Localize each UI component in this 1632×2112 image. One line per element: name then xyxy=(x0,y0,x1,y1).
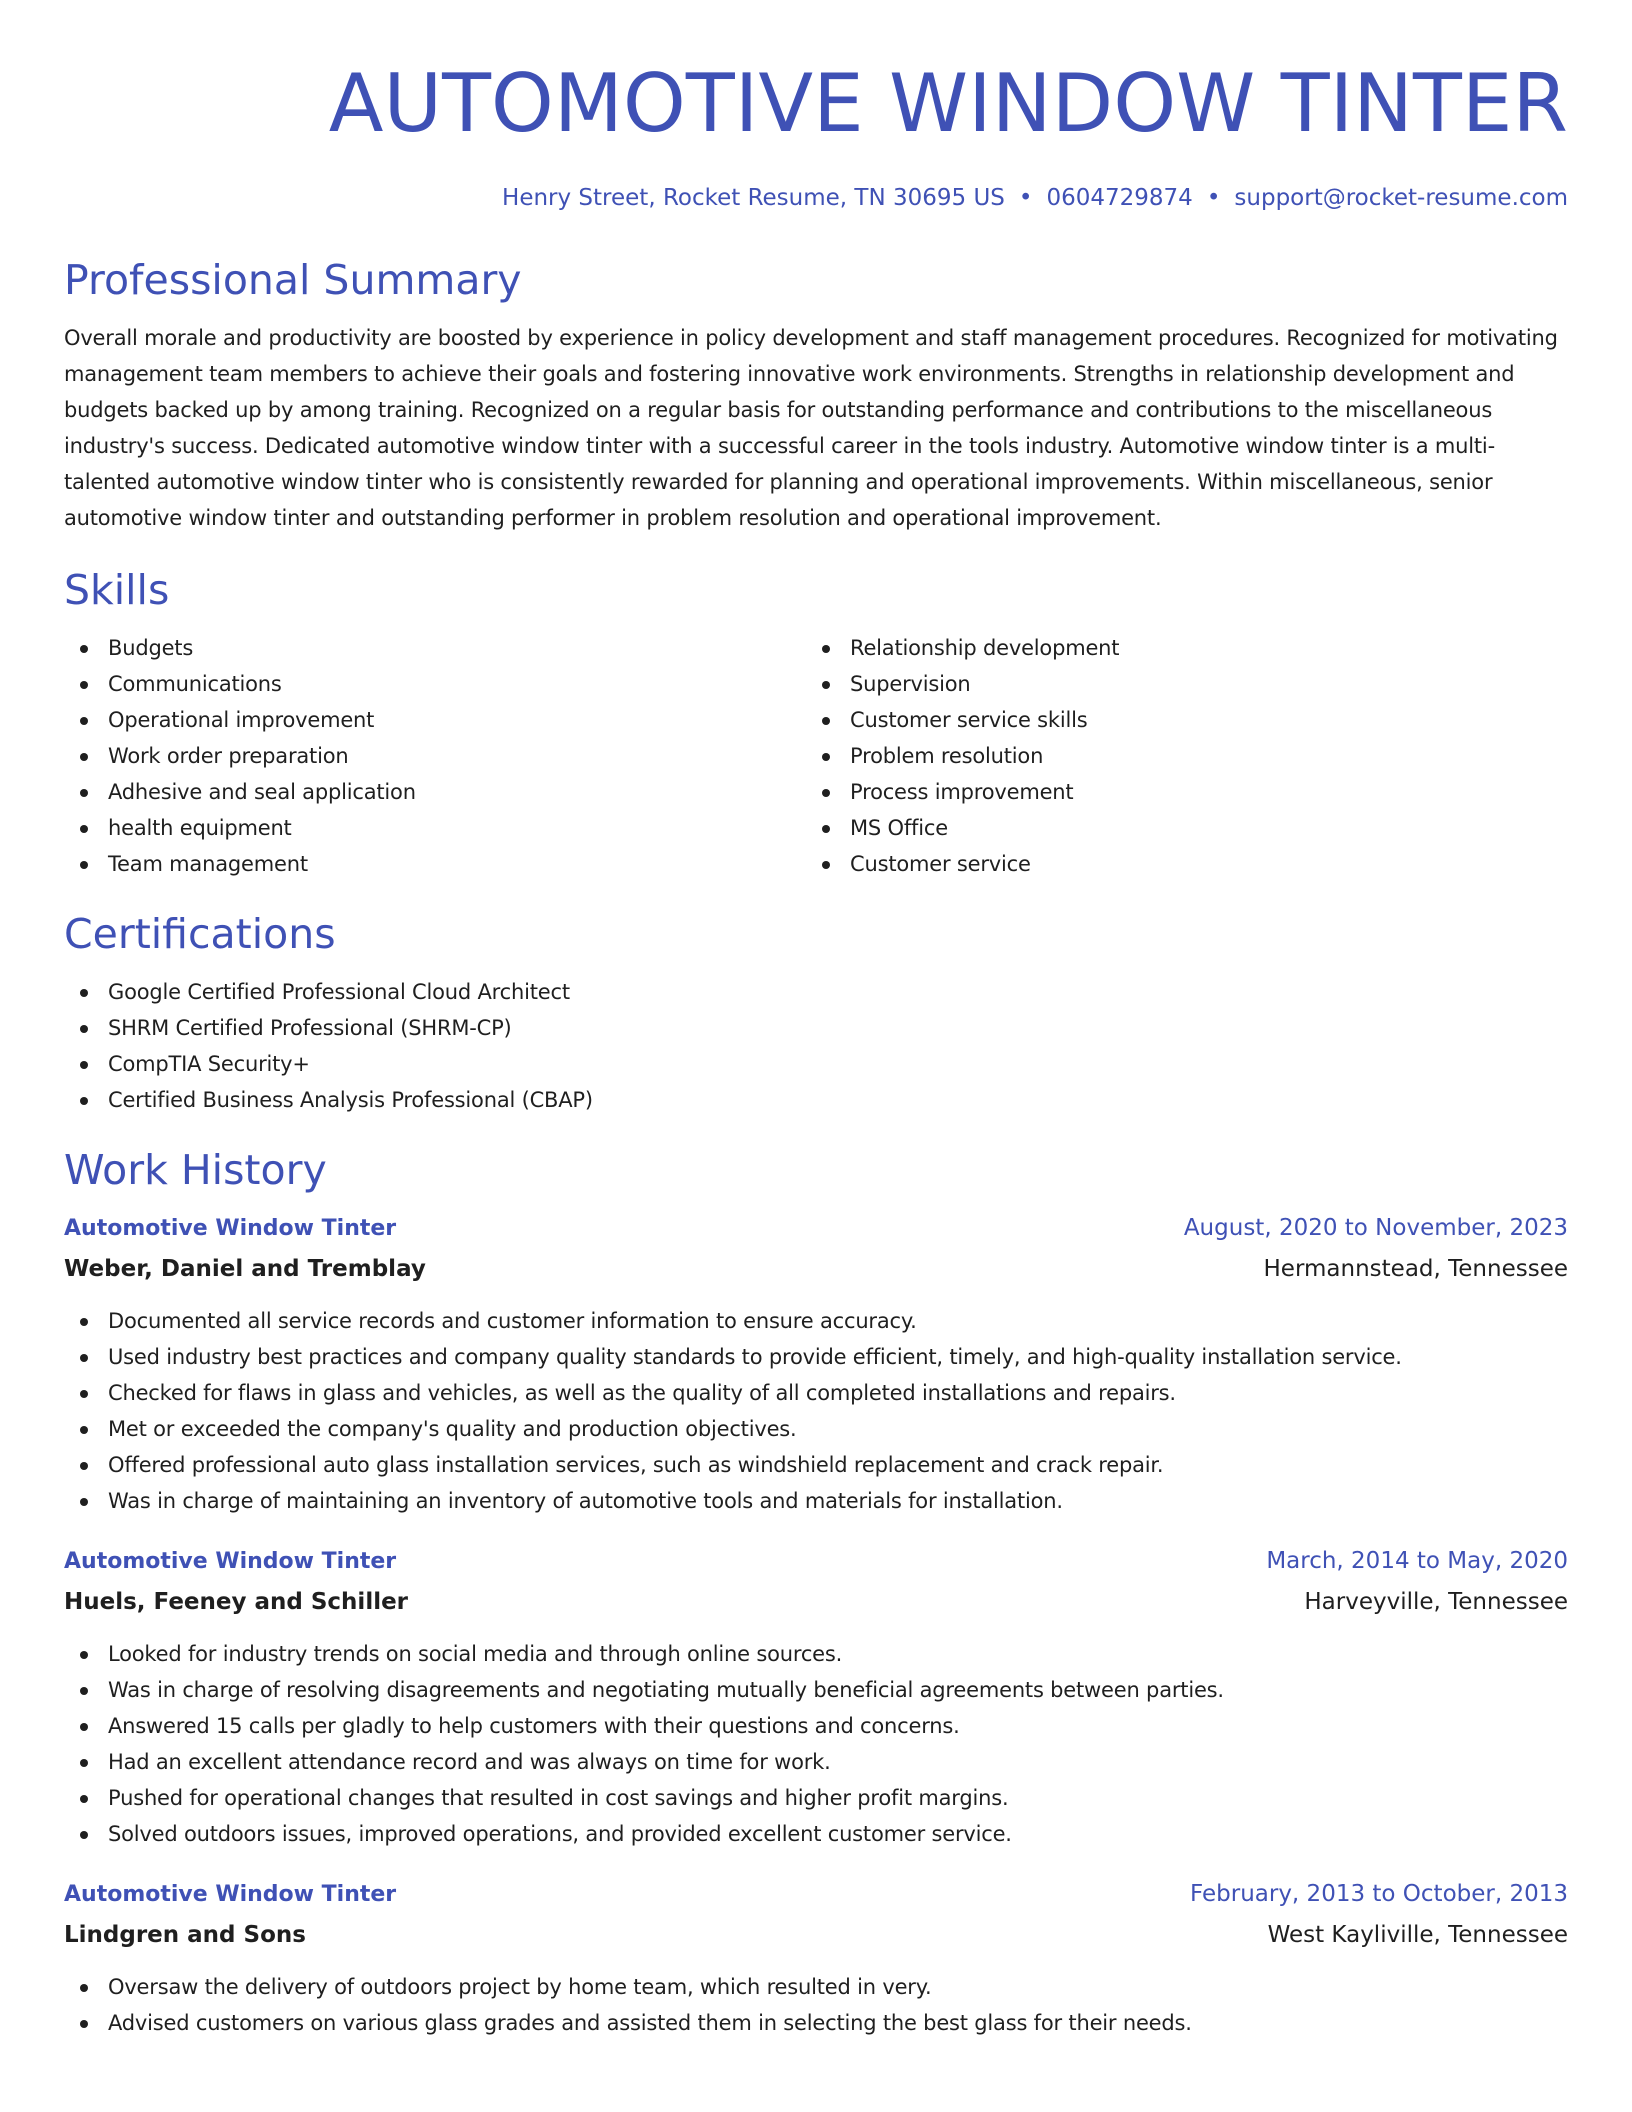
summary-title: Professional Summary xyxy=(64,256,522,304)
job-location: Hermannstead, Tennessee xyxy=(1263,1256,1568,1282)
list-item: Offered professional auto glass installation services, such as windshield replacement and crack repair. xyxy=(64,1447,1568,1483)
work-history-title: Work History xyxy=(64,1146,327,1194)
list-item: Was in charge of maintaining an inventory of automotive tools and materials for installation. xyxy=(64,1483,1568,1519)
job-location: West Kayliville, Tennessee xyxy=(1267,1922,1568,1948)
skills-column-right xyxy=(806,630,1548,882)
job-dates: February, 2013 to October, 2013 xyxy=(1190,1881,1568,1907)
job-entry xyxy=(64,1874,1568,2041)
job-header-row xyxy=(64,1874,1568,1915)
job-title: Automotive Window Tinter xyxy=(64,1882,397,1907)
job-company-row xyxy=(64,1582,1568,1622)
list-item: Certified Business Analysis Professional (CBAP) xyxy=(64,1082,1568,1118)
list-item: Pushed for operational changes that resulted in cost savings and higher profit margins. xyxy=(64,1780,1568,1816)
resume-name: AUTOMOTIVE WINDOW TINTER xyxy=(328,57,1568,150)
skills-list-right xyxy=(806,630,1548,882)
job-title: Automotive Window Tinter xyxy=(64,1216,397,1241)
job-bullets xyxy=(64,1636,1568,1852)
resume-page xyxy=(64,0,1568,2041)
contact-phone: 0604729874 xyxy=(1046,185,1193,211)
job-bullets xyxy=(64,1303,1568,1519)
contact-email[interactable]: support@rocket-resume.com xyxy=(1234,185,1568,211)
resume-header xyxy=(64,0,1568,214)
contact-separator: • xyxy=(1018,185,1033,211)
list-item: Problem resolution xyxy=(806,738,1548,774)
work-history-section xyxy=(64,1142,1568,2041)
list-item: Used industry best practices and company quality standards to provide efficient, timely, and high-quality installation service. xyxy=(64,1339,1568,1375)
list-item: Process improvement xyxy=(806,774,1548,810)
job-entry xyxy=(64,1541,1568,1852)
list-item: Customer service skills xyxy=(806,702,1548,738)
list-item: Relationship development xyxy=(806,630,1548,666)
job-entry xyxy=(64,1208,1568,1519)
job-dates: August, 2020 to November, 2023 xyxy=(1183,1215,1568,1241)
list-item: Budgets xyxy=(64,630,806,666)
list-item: Google Certified Professional Cloud Architect xyxy=(64,974,1568,1010)
job-company: Huels, Feeney and Schiller xyxy=(64,1589,409,1615)
certifications-title: Certifications xyxy=(64,910,336,958)
job-header-row xyxy=(64,1208,1568,1249)
list-item: Had an excellent attendance record and was always on time for work. xyxy=(64,1744,1568,1780)
list-item: Oversaw the delivery of outdoors project by home team, which resulted in very. xyxy=(64,1969,1568,2005)
list-item: Solved outdoors issues, improved operations, and provided excellent customer service. xyxy=(64,1816,1568,1852)
job-bullets xyxy=(64,1969,1568,2041)
list-item: health equipment xyxy=(64,810,806,846)
skills-grid xyxy=(64,630,1568,882)
contact-line xyxy=(64,182,1568,214)
list-item: Met or exceeded the company's quality and production objectives. xyxy=(64,1411,1568,1447)
list-item: SHRM Certified Professional (SHRM-CP) xyxy=(64,1010,1568,1046)
certifications-section xyxy=(64,906,1568,1118)
list-item: Work order preparation xyxy=(64,738,806,774)
summary-text: Overall morale and productivity are boosted by experience in policy development and staff management procedures. Recognized for motivating management team members to achieve their goals and fostering innovative work environments. Strengths in relationship development and budgets backed up by among training. Recognized on a regular basis for outstanding performance and contributions to the miscellaneous industry's success. Dedicated automotive window tinter with a successful career in the tools industry. Automotive window tinter is a multi-talented automotive window tinter who is consistently rewarded for planning and operational improvements. Within miscellaneous, senior automotive window tinter and outstanding performer in problem resolution and operational improvement. xyxy=(64,326,1558,530)
job-company-row xyxy=(64,1249,1568,1289)
summary-section xyxy=(64,252,1568,536)
list-item: Communications xyxy=(64,666,806,702)
skills-list-left xyxy=(64,630,806,882)
job-dates: March, 2014 to May, 2020 xyxy=(1266,1548,1568,1574)
jobs-list xyxy=(64,1208,1568,2041)
job-company-row xyxy=(64,1915,1568,1955)
contact-separator: • xyxy=(1206,185,1221,211)
list-item: Was in charge of resolving disagreements and negotiating mutually beneficial agreements between parties. xyxy=(64,1672,1568,1708)
job-title: Automotive Window Tinter xyxy=(64,1549,397,1574)
job-company: Lindgren and Sons xyxy=(64,1922,306,1948)
certifications-list xyxy=(64,974,1568,1118)
skills-column-left xyxy=(64,630,806,882)
list-item: Operational improvement xyxy=(64,702,806,738)
list-item: Adhesive and seal application xyxy=(64,774,806,810)
list-item: Documented all service records and customer information to ensure accuracy. xyxy=(64,1303,1568,1339)
job-header-row xyxy=(64,1541,1568,1582)
list-item: Answered 15 calls per gladly to help customers with their questions and concerns. xyxy=(64,1708,1568,1744)
job-company: Weber, Daniel and Tremblay xyxy=(64,1256,426,1282)
contact-address: Henry Street, Rocket Resume, TN 30695 US xyxy=(502,185,1005,211)
list-item: Team management xyxy=(64,846,806,882)
list-item: Looked for industry trends on social media and through online sources. xyxy=(64,1636,1568,1672)
list-item: Supervision xyxy=(806,666,1548,702)
list-item: CompTIA Security+ xyxy=(64,1046,1568,1082)
skills-section xyxy=(64,562,1568,882)
list-item: Customer service xyxy=(806,846,1548,882)
job-location: Harveyville, Tennessee xyxy=(1304,1589,1568,1615)
list-item: MS Office xyxy=(806,810,1548,846)
list-item: Advised customers on various glass grades and assisted them in selecting the best glass for their needs. xyxy=(64,2005,1568,2041)
list-item: Checked for flaws in glass and vehicles, as well as the quality of all completed installations and repairs. xyxy=(64,1375,1568,1411)
skills-title: Skills xyxy=(64,566,170,614)
